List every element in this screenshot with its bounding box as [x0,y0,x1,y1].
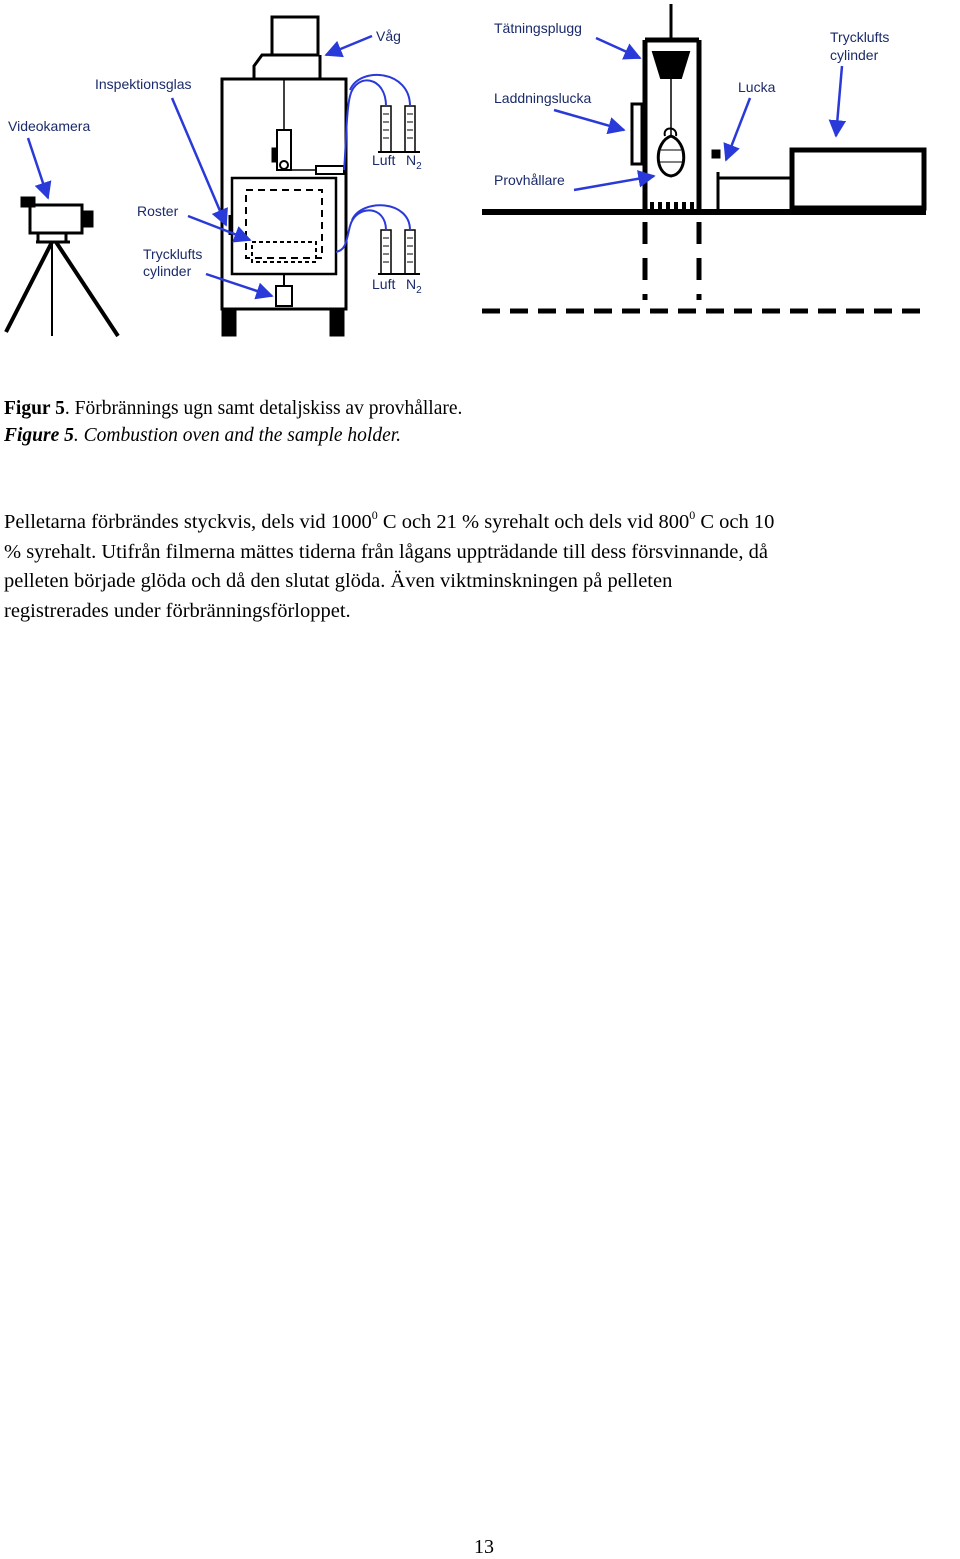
figure-drawing [0,0,960,345]
label-n-top: N [406,152,417,168]
body-line-1-part-c: C och 10 [695,511,775,533]
label-lucka: Lucka [738,79,776,95]
label-luft-top: Luft [372,152,396,168]
label-tatningsplugg: Tätningsplugg [494,20,582,36]
label-trycklufts-right-2: cylinder [830,47,879,63]
label-n-bottom: N [406,276,417,292]
label-n-bottom-sub: 2 [416,285,422,296]
label-provhallare: Provhållare [494,172,565,188]
label-trycklufts-left-2: cylinder [143,263,192,279]
label-luft-bottom: Luft [372,276,396,292]
label-vag: Våg [376,28,401,44]
video-camera-icon [6,198,118,336]
body-line-1-part-a: Pelletarna förbrändes styckvis, dels vid 1000 [4,511,372,533]
page-number: 13 [474,1536,494,1558]
caption-swedish-lead: Figur 5 [4,398,65,419]
label-n2-bottom [406,276,422,296]
caption-english-text: . Combustion oven and the sample holder. [73,425,402,446]
body-line-1 [4,508,960,538]
label-videokamera: Videokamera [8,118,91,134]
figure-combustion-oven [0,0,960,345]
label-inspektionsglas: Inspektionsglas [95,76,192,92]
label-roster: Roster [137,203,179,219]
caption-english-lead: Figure 5 [4,425,74,446]
label-trycklufts-right-1: Trycklufts [830,29,890,45]
body-line-3: pelleten började glöda och då den slutat glöda. Även viktminskningen på pelleten [4,570,673,592]
body-line-2: % syrehalt. Utifrån filmerna mättes tiderna från lågans uppträdande till dess försvinnande, då [4,540,768,563]
caption-swedish-text: . Förbrännings ugn samt detaljskiss av provhållare. [64,398,463,419]
degree-superscript-1: 0 [371,508,378,522]
label-laddningslucka: Laddningslucka [494,90,592,106]
flowmeters [378,106,420,274]
body-paragraph [4,508,960,626]
body-line-4: registrerades under förbränningsförloppet. [4,599,351,622]
label-n2-top [406,152,422,172]
body-line-1-part-b: C och 21 % syrehalt och dels vid 800 [377,511,690,533]
degree-superscript-2: 0 [689,508,696,522]
label-trycklufts-left-1: Trycklufts [143,246,203,262]
figure-caption-swedish [4,398,462,420]
label-n-top-sub: 2 [416,161,422,172]
oven-cabinet [222,17,346,336]
figure-caption-english [4,425,401,447]
